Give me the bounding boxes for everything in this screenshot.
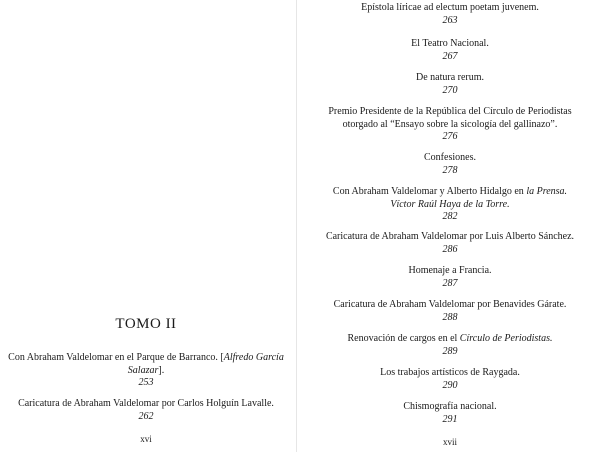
- toc-entry: [300, 106, 600, 144]
- toc-entry: [300, 72, 600, 97]
- toc-entry: [300, 231, 600, 256]
- left-page: [0, 0, 292, 452]
- entry-text: Con Abraham Valdelomar y Alberto Hidalgo en: [332, 186, 527, 197]
- toc-entry: [300, 333, 600, 358]
- toc-entry: [300, 367, 600, 392]
- entry-text-after: ].: [158, 364, 165, 376]
- toc-entry: [300, 2, 600, 27]
- toc-entry: [300, 152, 600, 177]
- right-page: [300, 0, 600, 452]
- entry-page-number: 262: [138, 410, 154, 422]
- entry-page-number: 288: [442, 311, 458, 323]
- entry-page-number: 267: [442, 50, 458, 62]
- entry-page-number: 290: [442, 379, 458, 391]
- entry-text: Caricatura de Abraham Valdelomar por Carlos Holguín Lavalle.: [18, 398, 274, 409]
- entry-institution: Círculo de Periodistas.: [459, 333, 553, 344]
- toc-entry: [300, 299, 600, 324]
- entry-page-number: 291: [442, 413, 458, 425]
- page-gutter: [296, 0, 297, 452]
- page-folio: xvi: [140, 434, 152, 444]
- entry-text: Con Abraham Valdelomar en el Parque de Barranco. [: [8, 352, 224, 363]
- toc-entry: [300, 265, 600, 290]
- entry-text: Confesiones.: [424, 152, 476, 163]
- toc-entry: [0, 398, 292, 423]
- entry-page-number: 287: [442, 277, 458, 289]
- entry-text: Caricatura de Abraham Valdelomar por Luis Alberto Sánchez.: [325, 231, 575, 242]
- entry-text: Renovación de cargos en el: [347, 333, 460, 344]
- entry-text: Homenaje a Francia.: [408, 265, 492, 276]
- toc-entry: [300, 401, 600, 426]
- entry-page-number: 278: [442, 164, 458, 176]
- entry-text: Chismografía nacional.: [403, 401, 497, 412]
- entry-text: De natura rerum.: [415, 72, 485, 83]
- entry-text: Caricatura de Abraham Valdelomar por Benavides Gárate.: [333, 299, 567, 310]
- entry-text: otorgado al “Ensayo sobre la sicología del gallinazo”.: [342, 118, 558, 130]
- entry-page-number: 253: [138, 377, 154, 388]
- toc-entry: [8, 352, 284, 390]
- volume-title: TOMO II: [115, 316, 177, 332]
- entry-text: Epístola líricae ad electum poetam juvenem.: [361, 2, 539, 13]
- entry-newspaper: la Prensa.: [526, 186, 568, 197]
- entry-page-number: 289: [442, 345, 458, 357]
- entry-author: Víctor Raúl Haya de la Torre.: [390, 198, 510, 210]
- toc-entry: [300, 38, 600, 63]
- entry-page-number: 263: [442, 14, 458, 26]
- entry-page-number: 286: [442, 243, 458, 255]
- entry-text: El Teatro Nacional.: [411, 38, 489, 49]
- page-folio: xvii: [442, 437, 457, 447]
- entry-page-number: 276: [442, 131, 458, 142]
- entry-page-number: 270: [442, 84, 458, 96]
- entry-page-number: 282: [442, 211, 458, 222]
- entry-text: Los trabajos artísticos de Raygada.: [380, 367, 520, 378]
- entry-text: Premio Presidente de la República del Círculo de Periodistas: [328, 106, 572, 117]
- entry-author: Alfredo García Salazar: [127, 352, 284, 376]
- toc-entry: [300, 186, 600, 224]
